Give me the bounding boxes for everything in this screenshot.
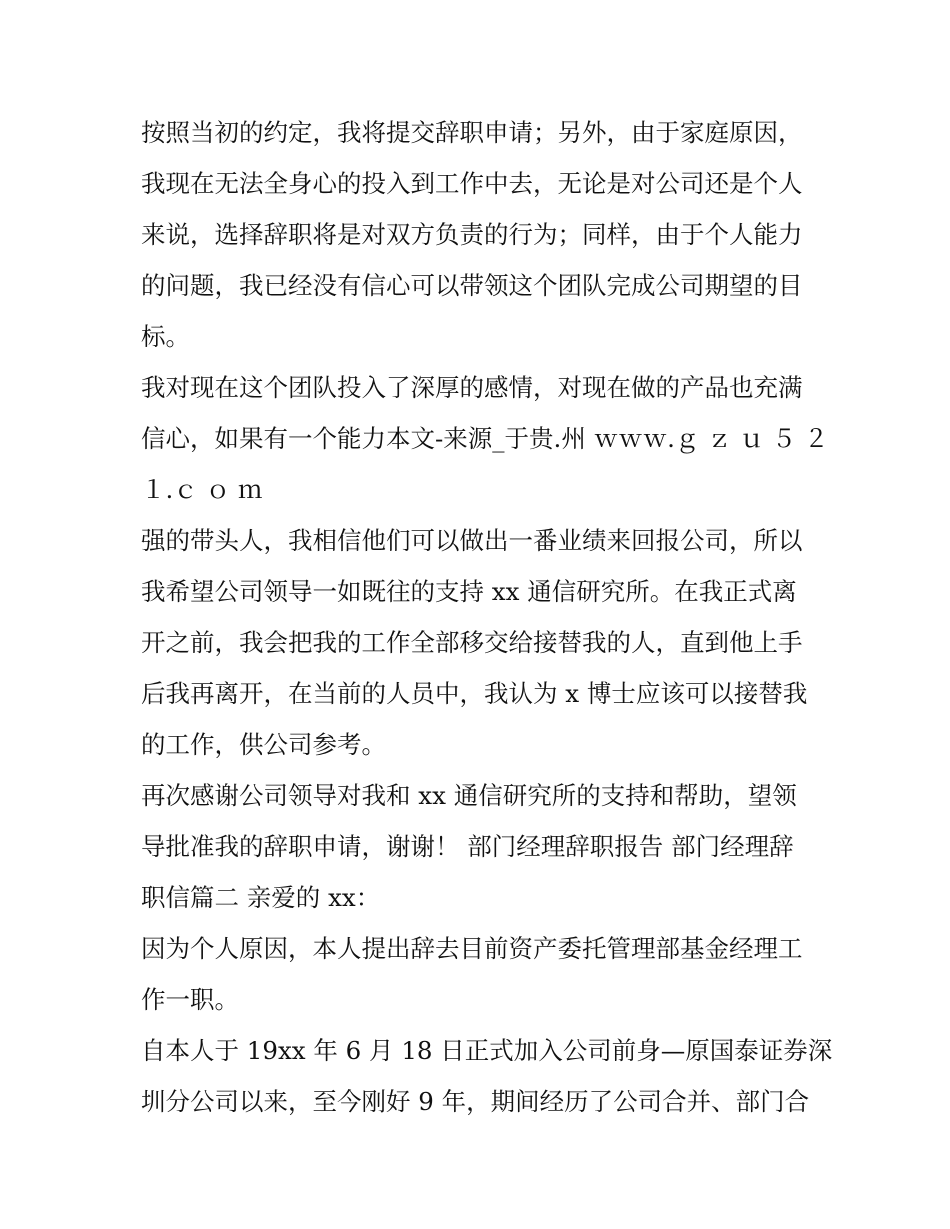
text-line: 我对现在这个团队投入了深厚的感情，对现在做的产品也充满 [141, 373, 803, 402]
text-line: 来说，选择辞职将是对双方负责的行为；同样，由于个人能力 [141, 220, 803, 249]
text-line: 信心，如果有一个能力本文-来源_于贵.州 ｗｗｗ.ｇ ｚ ｕ ５ ２ [141, 424, 829, 453]
text-line: 作一职。 [141, 985, 239, 1014]
document-body [141, 107, 833, 1127]
text-line: 我现在无法全身心的投入到工作中去，无论是对公司还是个人 [141, 169, 803, 198]
text-line: 按照当初的约定，我将提交辞职申请；另外，由于家庭原因， [141, 118, 803, 147]
text-line: 导批准我的辞职申请，谢谢！ 部门经理辞职报告 部门经理辞 [141, 832, 794, 861]
text-line: 再次感谢公司领导对我和 xx 通信研究所的支持和帮助，望领 [141, 781, 797, 810]
text-line: 自本人于 19xx 年 6 月 18 日正式加入公司前身—原国泰证券深 [141, 1036, 833, 1065]
text-line: １.ｃ ｏ ｍ [141, 475, 263, 504]
text-line: 因为个人原因，本人提出辞去目前资产委托管理部基金经理工 [141, 934, 803, 963]
text-line: 强的带头人，我相信他们可以做出一番业绩来回报公司，所以 [141, 526, 803, 555]
text-line: 职信篇二 亲爱的 xx： [141, 883, 381, 912]
text-line: 的问题，我已经没有信心可以带领这个团队完成公司期望的目 [141, 271, 803, 300]
text-line: 的工作，供公司参考。 [141, 730, 386, 759]
text-line: 我希望公司领导一如既往的支持 xx 通信研究所。在我正式离 [141, 577, 797, 606]
text-line: 后我再离开，在当前的人员中，我认为 x 博士应该可以接替我 [141, 679, 808, 708]
text-line: 圳分公司以来，至今刚好 9 年，期间经历了公司合并、部门合 [141, 1087, 810, 1116]
text-line: 开之前，我会把我的工作全部移交给接替我的人，直到他上手 [141, 628, 803, 657]
text-line: 标。 [141, 322, 190, 351]
